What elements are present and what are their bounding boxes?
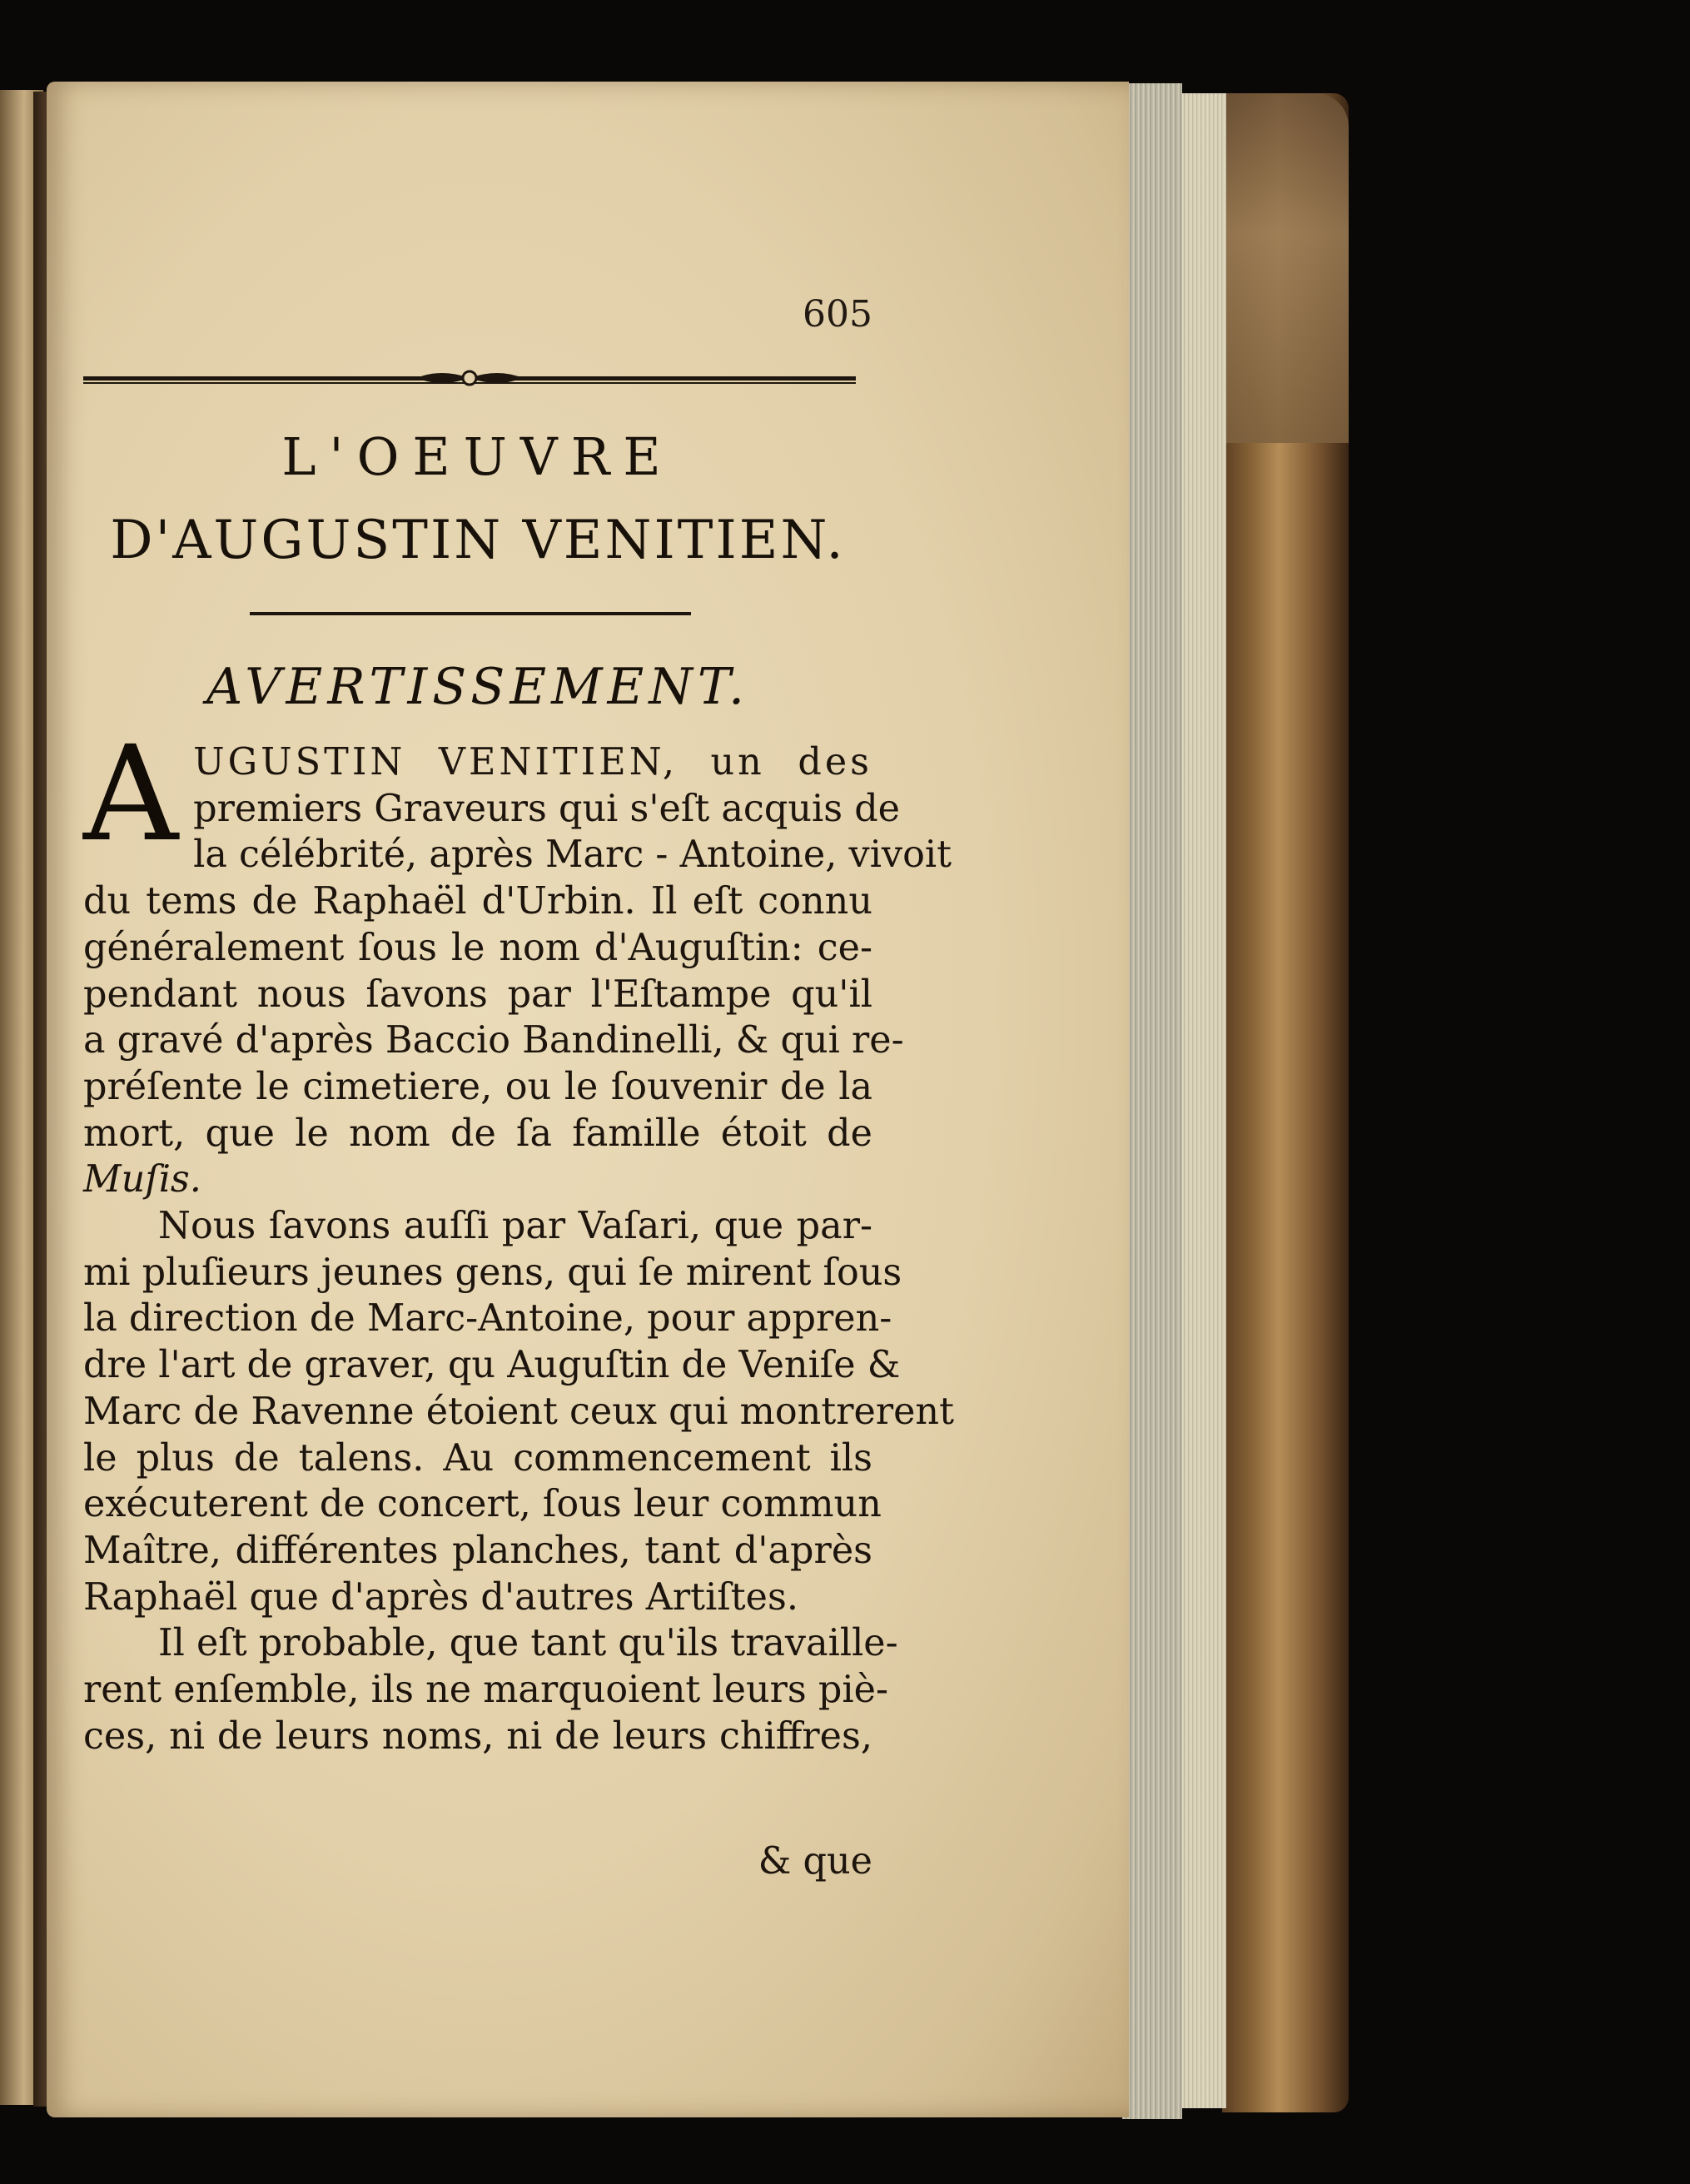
text-line: mort, que le nom de ſa famille étoit de bbox=[83, 1112, 872, 1155]
text-line: mi pluſieurs jeunes gens, qui ſe mirent ſous bbox=[83, 1251, 902, 1294]
text-line: Nous ſavons auſſi par Vaſari, que par- bbox=[158, 1205, 872, 1248]
text-line: du tems de Raphaël d'Urbin. Il eſt connu bbox=[83, 880, 872, 923]
text-line: généralement ſous le nom d'Auguſtin: ce- bbox=[83, 926, 872, 969]
text-line: a gravé d'après Baccio Bandinelli, & qui re- bbox=[83, 1019, 904, 1062]
text-line: exécuterent de concert, ſous leur commun bbox=[83, 1483, 882, 1526]
drop-cap: A bbox=[83, 718, 179, 871]
text-line: le plus de talens. Au commencement ils bbox=[83, 1436, 872, 1480]
text-line: Marc de Ravenne étoient ceux qui montrerent bbox=[83, 1390, 954, 1433]
text-line: la célébrité, après Marc - Antoine, vivoit bbox=[193, 833, 952, 877]
title-line-1: L'OEUVRE bbox=[281, 426, 674, 487]
text-line: préſente le cimetiere, ou le ſouvenir de la bbox=[83, 1065, 872, 1108]
text-line: Raphaël que d'après d'autres Artiſtes. bbox=[83, 1575, 798, 1619]
ornament-rule-icon bbox=[83, 368, 856, 390]
page-number: 605 bbox=[803, 293, 872, 336]
catchword: & que bbox=[758, 1840, 872, 1883]
section-heading: AVERTISSEMENT. bbox=[206, 658, 750, 716]
text-line: la direction de Marc-Antoine, pour appren- bbox=[83, 1297, 892, 1341]
text-line: premiers Graveurs qui s'eſt acquis de bbox=[193, 787, 901, 830]
paragraph-3 bbox=[83, 1620, 898, 1759]
text-line: Il eſt probable, que tant qu'ils travaille- bbox=[158, 1622, 898, 1665]
text-line: Muſis. bbox=[83, 1158, 201, 1201]
text-line: rent enſemble, ils ne marquoient leurs piè- bbox=[83, 1669, 888, 1712]
text-line: Maître, différentes planches, tant d'après bbox=[83, 1529, 872, 1572]
page-stack-edges bbox=[1122, 83, 1182, 2119]
paragraph-1 bbox=[83, 718, 952, 1203]
text-line: UGUSTIN VENITIEN, un des bbox=[193, 741, 872, 784]
text-line: ces, ni de leurs noms, ni de leurs chiffres, bbox=[83, 1714, 872, 1758]
page-stack-inner bbox=[1181, 93, 1226, 2108]
title-line-2: D'AUGUSTIN VENITIEN. bbox=[110, 510, 846, 571]
body-text bbox=[83, 718, 954, 1759]
paragraph-2 bbox=[83, 1203, 954, 1620]
title-rule bbox=[250, 612, 691, 615]
text-line: dre l'art de graver, qu Auguſtin de Veniſe & bbox=[83, 1344, 901, 1387]
text-line: pendant nous ſavons par l'Eſtampe qu'il bbox=[83, 973, 872, 1016]
